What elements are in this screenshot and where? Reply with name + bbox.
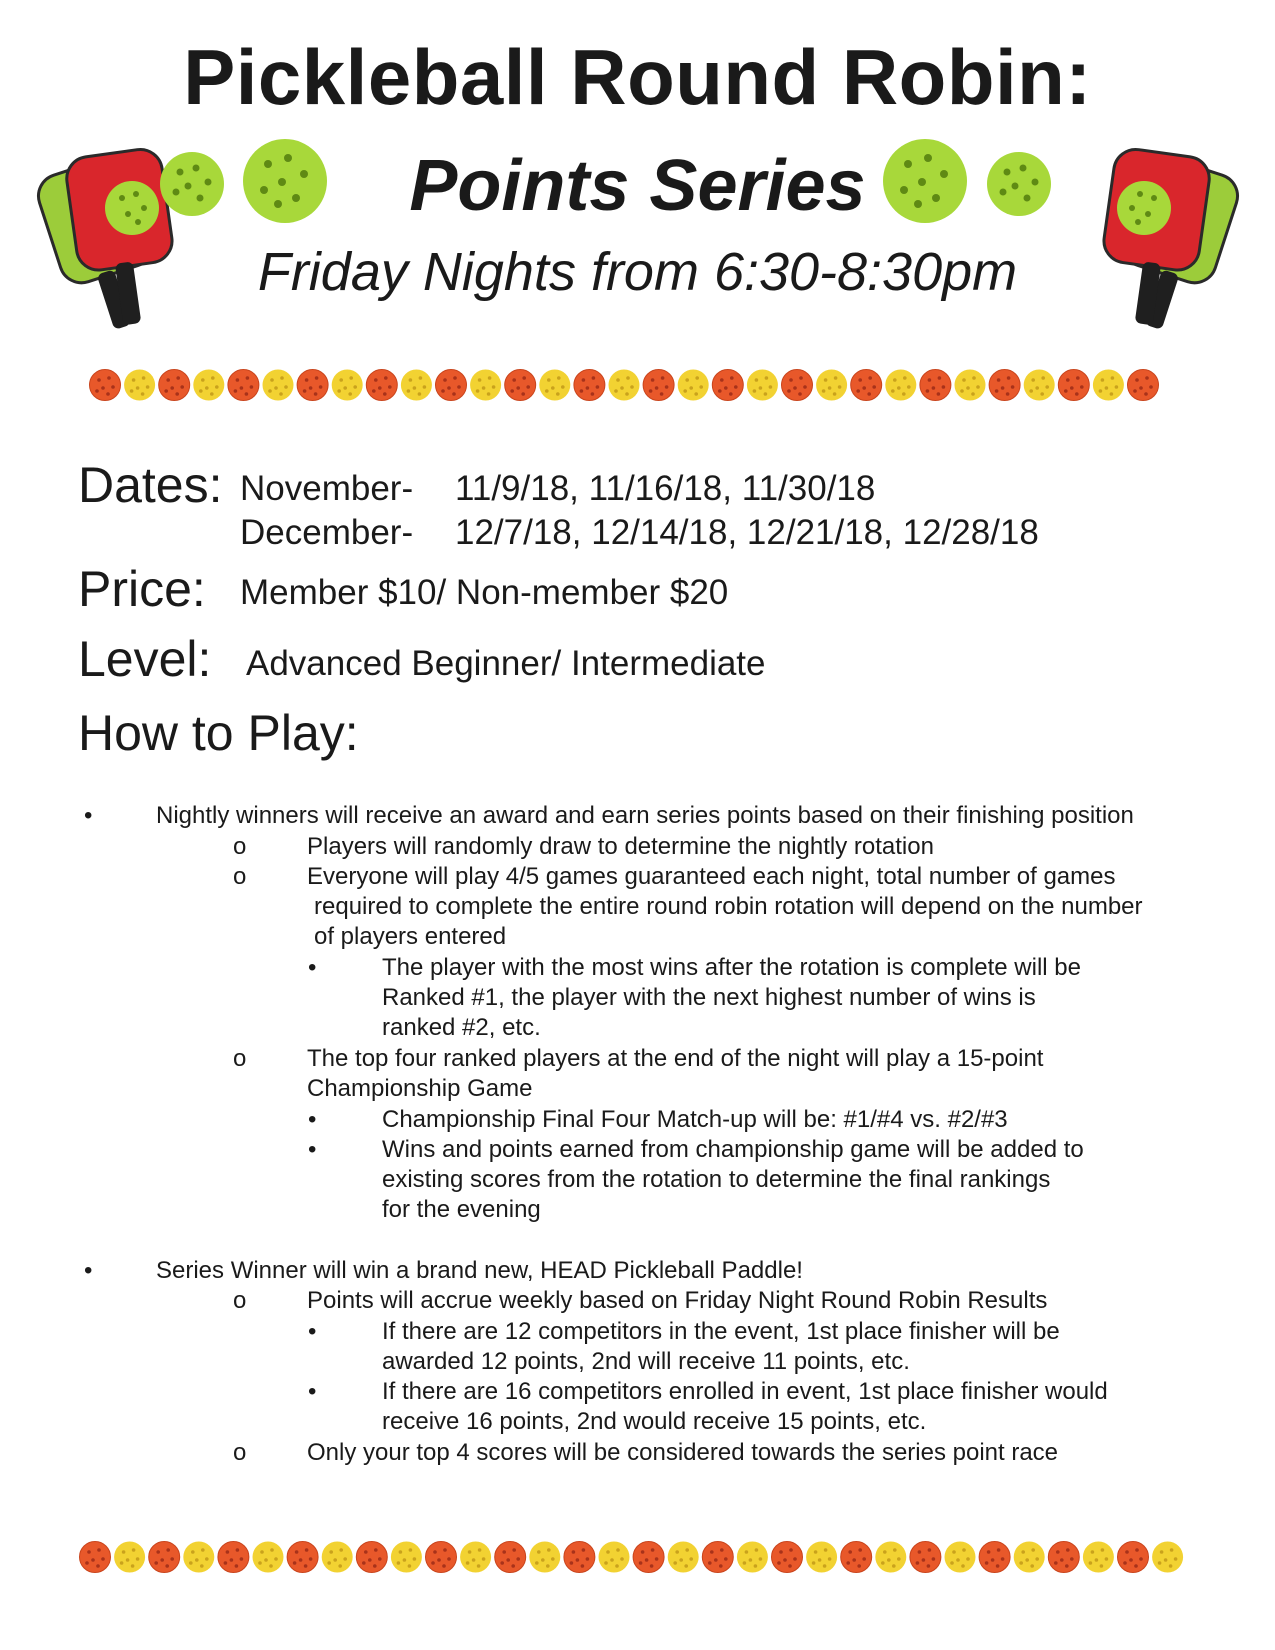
event-time: Friday Nights from 6:30-8:30pm [257, 242, 1018, 302]
bullet: • [84, 802, 93, 829]
list-item: If there are 16 competitors enrolled in event, 1st place finisher would [382, 1378, 1108, 1405]
page-title: Pickleball Round Robin: [183, 33, 1092, 121]
list-item-cont: for the evening [382, 1196, 541, 1223]
list-item: The player with the most wins after the rotation is complete will be [382, 954, 1081, 981]
list-item-cont: existing scores from the rotation to determine the final rankings [382, 1166, 1051, 1193]
level-value: Advanced Beginner/ Intermediate [246, 644, 766, 683]
list-item-cont: ranked #2, etc. [382, 1014, 541, 1041]
list-item: Championship Final Four Match-up will be: #1/#4 vs. #2/#3 [382, 1106, 1008, 1133]
bullet: • [308, 1106, 317, 1133]
bullet: • [308, 954, 317, 981]
list-item: Series Winner will win a brand new, HEAD Pickleball Paddle! [156, 1257, 803, 1284]
sub-bullet: o [233, 1439, 247, 1466]
bullet: • [308, 1318, 317, 1345]
bullet: • [84, 1257, 93, 1284]
november-label: November- [240, 469, 414, 508]
december-dates: 12/7/18, 12/14/18, 12/21/18, 12/28/18 [455, 513, 1039, 552]
list-item-cont: required to complete the entire round robin rotation will depend on the number [314, 893, 1143, 920]
list-item: Players will randomly draw to determine the nightly rotation [307, 833, 934, 860]
price-label: Price: [78, 561, 206, 617]
bullet: • [308, 1378, 317, 1405]
sub-bullet: o [233, 1287, 247, 1314]
list-item-cont: Ranked #1, the player with the next highest number of wins is [382, 984, 1036, 1011]
sub-bullet: o [233, 1045, 247, 1072]
list-item: Points will accrue weekly based on Friday Night Round Robin Results [307, 1287, 1048, 1314]
list-item-cont: receive 16 points, 2nd would receive 15 points, etc. [382, 1408, 927, 1435]
list-item: Wins and points earned from championship game will be added to [382, 1136, 1084, 1163]
list-item-cont: awarded 12 points, 2nd will receive 11 points, etc. [382, 1348, 910, 1375]
list-item: The top four ranked players at the end of the night will play a 15-point [307, 1045, 1044, 1072]
sub-bullet: o [233, 863, 247, 890]
bullet: • [308, 1136, 317, 1163]
november-dates: 11/9/18, 11/16/18, 11/30/18 [455, 469, 876, 508]
list-item: Only your top 4 scores will be considered towards the series point race [307, 1439, 1059, 1466]
list-item: Everyone will play 4/5 games guaranteed each night, total number of games [307, 863, 1116, 890]
list-item: If there are 12 competitors in the event, 1st place finisher will be [382, 1318, 1060, 1345]
level-label: Level: [78, 631, 212, 687]
sub-bullet: o [233, 833, 247, 860]
list-item-cont: Championship Game [307, 1075, 533, 1102]
dates-label: Dates: [78, 457, 223, 513]
how-to-play-heading: How to Play: [78, 705, 359, 761]
page-subtitle: Points Series [409, 146, 866, 226]
december-label: December- [240, 513, 414, 552]
list-item-cont: of players entered [314, 923, 507, 950]
price-value: Member $10/ Non-member $20 [240, 573, 729, 612]
list-item: Nightly winners will receive an award and earn series points based on their finishing position [156, 802, 1134, 829]
